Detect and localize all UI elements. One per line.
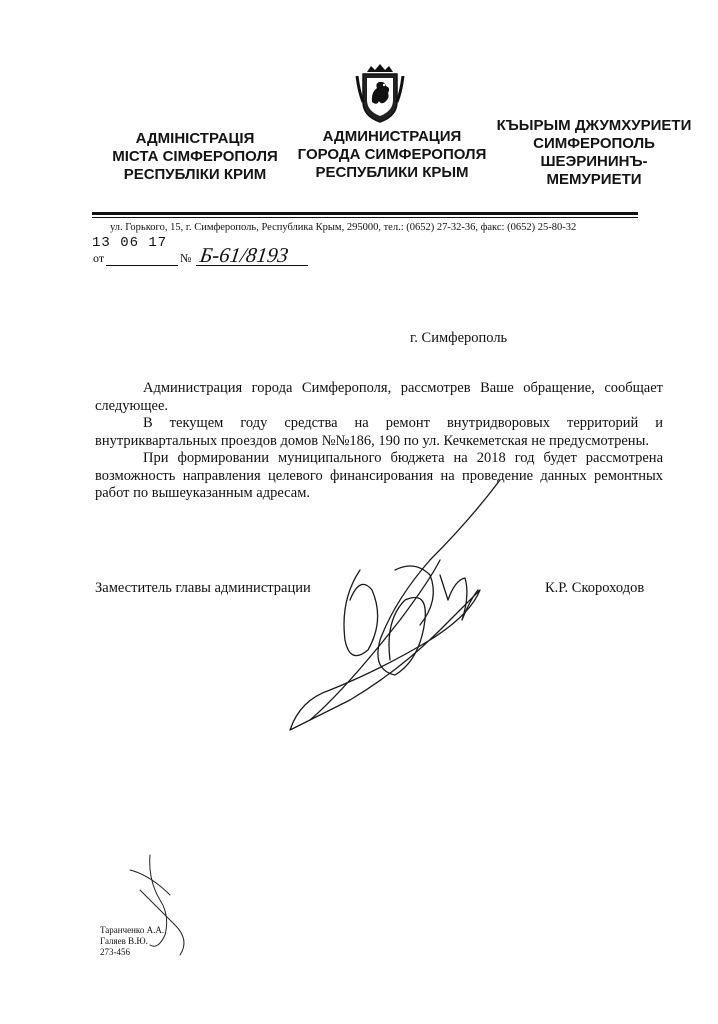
signatory-name: К.Р. Скороходов [545, 580, 645, 596]
header-ukr-line: РЕСПУБЛІКИ КРИМ [123, 166, 267, 183]
header-crh-line: ШЕЭРИНИНЪ- [540, 153, 648, 170]
from-label: от [93, 251, 105, 265]
city: г. Симферополь [410, 330, 508, 346]
address-line: ул. Горького, 15, г. Симферополь, Республика Крым, 295000, тел.: (0652) 27-32-36, факс: (0652) 25-80-32 [110, 222, 577, 233]
header-crh-line: КЪЫРЫМ ДЖУМХУРИЕТИ [496, 117, 692, 134]
header-ukr-line: АДМІНІСТРАЦІЯ [135, 130, 255, 147]
date-stamp: 13 06 17 [92, 235, 168, 251]
executor-line: Таранченко А.А. [100, 925, 165, 935]
body-paragraph: Администрация города Симферополя, рассмотрев Ваше обращение, сообщает следующее. [95, 380, 663, 414]
number-label: № [180, 251, 192, 265]
header-rus-line: РЕСПУБЛИКИ КРЫМ [315, 164, 469, 181]
executor-line: Галяев В.Ю. [100, 936, 148, 946]
registration-number-handwritten: Б-61/8193 [198, 243, 290, 267]
header-ukr-line: МІСТА СІМФЕРОПОЛЯ [112, 148, 278, 165]
header-crh-line: СИМФЕРОПОЛЬ [533, 135, 655, 152]
header-crh-line: МЕМУРИЕТИ [546, 171, 642, 188]
signatory-position: Заместитель главы администрации [95, 580, 311, 596]
body-paragraph: В текущем году средства на ремонт внутридворовых территорий и внутриквартальных проездов домов №№186, 190 по ул. Кечкеметская не предусмотрены. [95, 415, 663, 449]
header-rus-line: ГОРОДА СИМФЕРОПОЛЯ [297, 146, 487, 163]
body-paragraph: При формировании муниципального бюджета на 2018 год будет рассмотрена возможность направления целевого финансирования на проведение данных ремонтных работ по вышеуказанным адресам. [95, 450, 663, 501]
header-rus-line: АДМИНИСТРАЦИЯ [322, 128, 462, 145]
executor-line: 273-456 [100, 947, 130, 957]
